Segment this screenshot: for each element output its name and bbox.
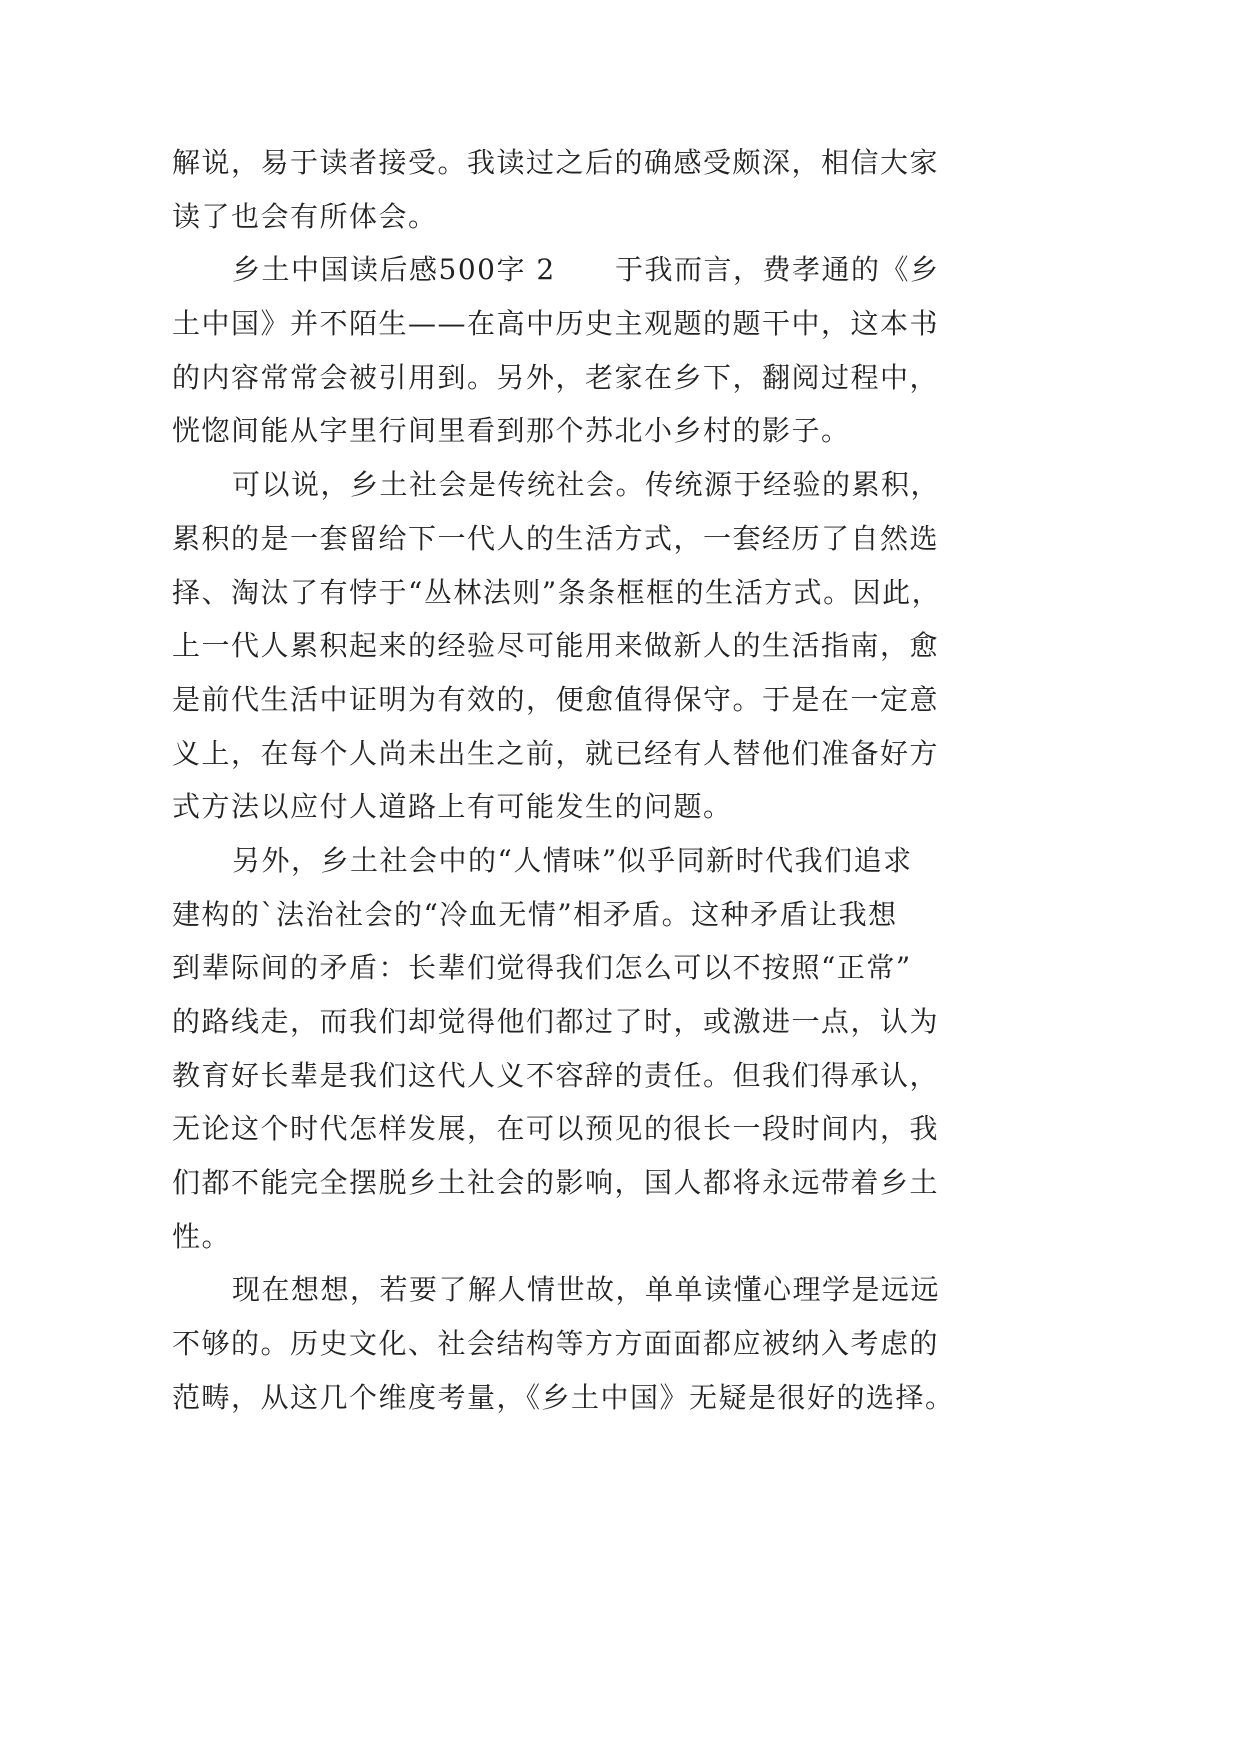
text-line: 到辈际间的矛盾：长辈们觉得我们怎么可以不按照“正常” xyxy=(172,951,912,985)
text-line: 择、淘汰了有悖于“丛林法则”条条框框的生活方式。因此， xyxy=(172,575,942,609)
document-body xyxy=(172,136,1072,1425)
section-heading: 乡土中国读后感500字 2 xyxy=(232,253,556,287)
text-line: 义上，在每个人尚未出生之前，就已经有人替他们准备好方 xyxy=(172,736,940,770)
text-line: 不够的。历史文化、社会结构等方方面面都应被纳入考虑的 xyxy=(172,1327,940,1361)
text-line: 式方法以应付人道路上有可能发生的问题。 xyxy=(172,790,733,824)
text-line: 们都不能完全摆脱乡土社会的影响，国人都将永远带着乡土 xyxy=(172,1166,940,1200)
text-line: 范畴，从这几个维度考量，《乡土中国》无疑是很好的选择。 xyxy=(172,1380,955,1414)
text-line: 教育好长辈是我们这代人义不容辞的责任。但我们得承认， xyxy=(172,1058,940,1092)
text-line: 是前代生活中证明为有效的，便愈值得保守。于是在一定意 xyxy=(172,682,940,716)
text-line: 上一代人累积起来的经验尽可能用来做新人的生活指南，愈 xyxy=(172,629,940,663)
text-line: 性。 xyxy=(172,1219,232,1253)
text-line: 的路线走，而我们却觉得他们都过了时，或激进一点，认为 xyxy=(172,1005,940,1038)
heading-line xyxy=(172,243,1072,297)
text-line: 无论这个时代怎样发展，在可以预见的很长一段时间内，我 xyxy=(172,1112,940,1146)
text-line: 建构的`法治社会的“冷血无情”相矛盾。这种矛盾让我想 xyxy=(172,897,898,931)
text-line: 土中国》并不陌生——在高中历史主观题的题干中，这本书 xyxy=(172,307,940,341)
text-line: 解说，易于读者接受。我读过之后的确感受颇深，相信大家 xyxy=(172,146,940,179)
paragraph-first-line: 另外，乡土社会中的“人情味”似乎同新时代我们追求 xyxy=(232,843,913,877)
text-line: 的内容常常会被引用到。另外，老家在乡下，翻阅过程中， xyxy=(172,360,940,394)
text-line: 恍惚间能从字里行间里看到那个苏北小乡村的影子。 xyxy=(172,414,851,448)
paragraph-first-line: 可以说，乡土社会是传统社会。传统源于经验的累积， xyxy=(232,468,941,502)
paragraph-first-line: 现在想想，若要了解人情世故，单单读懂心理学是远远 xyxy=(232,1273,941,1307)
text-line: 读了也会有所体会。 xyxy=(172,199,438,233)
text-line: 累积的是一套留给下一代人的生活方式，一套经历了自然选 xyxy=(172,521,940,555)
text-line-start: 于我而言，费孝通的《乡 xyxy=(615,253,940,287)
